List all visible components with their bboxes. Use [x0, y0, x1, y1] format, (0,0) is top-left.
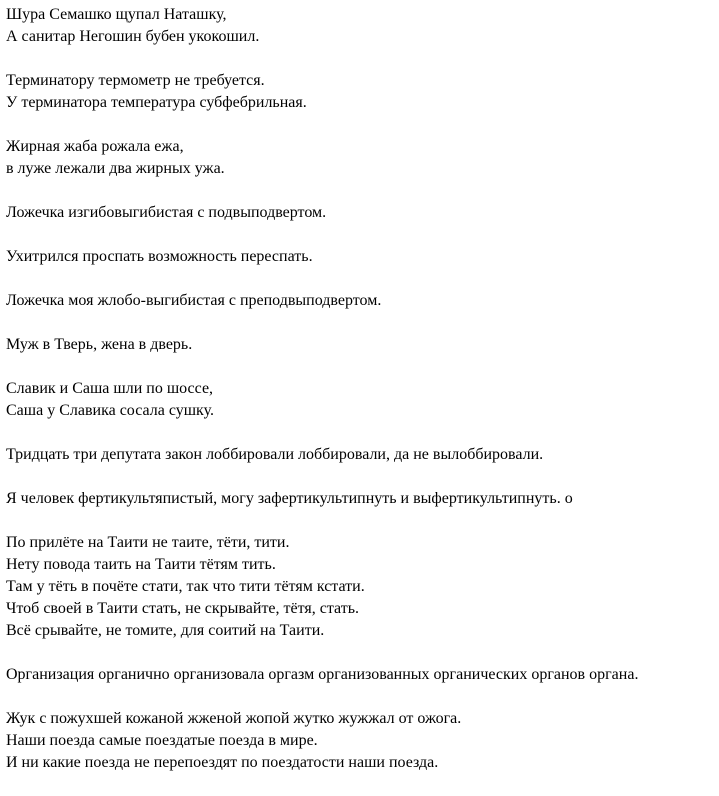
- text-line: У терминатора температура субфебрильная.: [6, 94, 307, 111]
- text-line: в луже лежали два жирных ужа.: [6, 160, 225, 177]
- text-line: Тридцать три депутата закон лоббировали лоббировали, да не вылоббировали.: [6, 446, 544, 463]
- text-line: А санитар Негошин бубен укокошил.: [6, 28, 260, 45]
- text-line: Нету повода таить на Таити тётям тить.: [6, 556, 276, 573]
- text-line: Шура Семашко щупал Наташку,: [6, 6, 227, 23]
- text-line: Чтоб своей в Таити стать, не скрывайте, тётя, стать.: [6, 600, 360, 617]
- stanza: [6, 334, 718, 356]
- stanza: [6, 444, 718, 466]
- text-line: Саша у Славика сосала сушку.: [6, 402, 214, 419]
- text-line: Ложечка моя жлобо-выгибистая с преподвыподвертом.: [6, 292, 382, 309]
- stanza: [6, 246, 718, 268]
- text-line: Организация органично организовала оргазм организованных органических органов органа.: [6, 666, 639, 683]
- stanza: [6, 488, 718, 510]
- stanza: [6, 708, 718, 774]
- text-line: Славик и Саша шли по шоссе,: [6, 380, 214, 397]
- text-line: По прилёте на Таити не таите, тёти, тити.: [6, 534, 290, 551]
- text-line: Там у тёть в почёте стати, так что тити тётям кстати.: [6, 578, 365, 595]
- text-line: Муж в Тверь, жена в дверь.: [6, 336, 193, 353]
- stanza: [6, 290, 718, 312]
- text-line: Терминатору термометр не требуется.: [6, 72, 265, 89]
- stanza: [6, 4, 718, 48]
- stanza: [6, 532, 718, 642]
- text-line: И ни какие поезда не перепоездят по поездатости наши поезда.: [6, 754, 439, 771]
- stanza: [6, 70, 718, 114]
- document-body: [6, 4, 718, 796]
- text-line: Ложечка изгибовыгибистая с подвыподвертом.: [6, 204, 327, 221]
- text-line: Ухитрился проспать возможность переспать.: [6, 248, 313, 265]
- text-line: Я человек фертикультяпистый, могу зафертикультипнуть и выфертикультипнуть. о: [6, 490, 573, 507]
- stanza: [6, 202, 718, 224]
- text-line: Наши поезда самые поездатые поезда в мире.: [6, 732, 318, 749]
- text-line: Жирная жаба рожала ежа,: [6, 138, 184, 155]
- stanza: [6, 136, 718, 180]
- stanza: [6, 378, 718, 422]
- text-line: Всё срывайте, не томите, для соитий на Таити.: [6, 622, 325, 639]
- text-line: Жук с пожухшей кожаной жженой жопой жутко жужжал от ожога.: [6, 710, 462, 727]
- stanza: [6, 664, 718, 686]
